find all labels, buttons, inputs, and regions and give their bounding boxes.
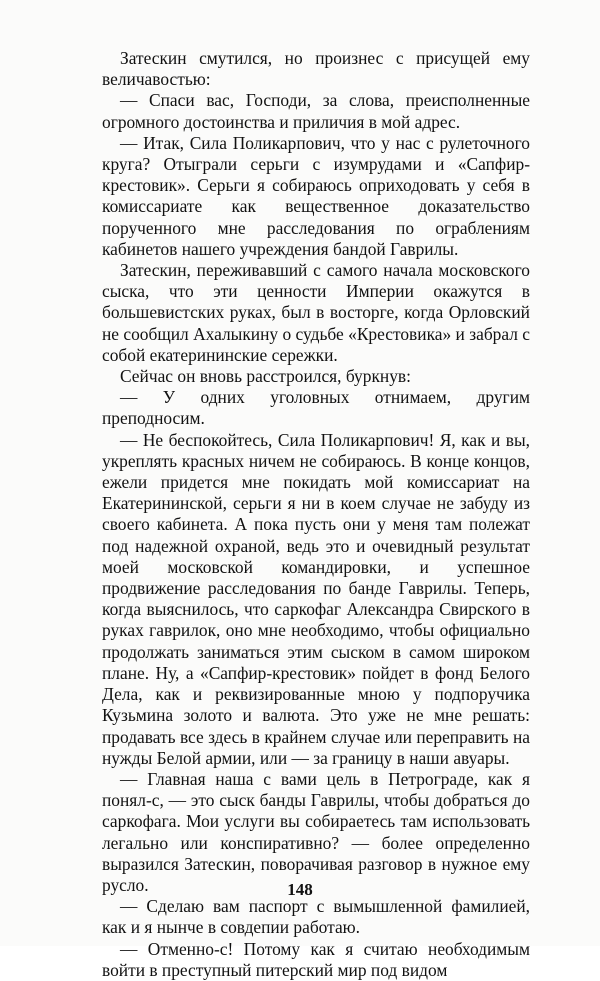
page-number: 148 [287,880,313,899]
paragraph: — Сделаю вам паспорт с вымышленной фамилией, как и я нынче в совдепии работаю. [102,896,530,938]
paragraph: — Спаси вас, Господи, за слова, преисполненные огромного достоинства и приличия в мой адрес. [102,90,530,132]
paragraph: — Итак, Сила Поликарпович, что у нас с рулеточного круга? Отыграли серьги с изумрудами и «Сапфир-крестовик». Серьги я собираюсь оприходовать у себя в комиссариате как вещественное доказательство порученного мне расследования по ограблениям кабинетов нашего учреждения бандой Гаврилы. [102,132,530,259]
paragraph: Затескин, переживавший с самого начала московского сыска, что эти ценности Империи окажутся в большевистских руках, был в восторге, когда Орловский не сообщил Ахалыкину о судьбе «Крестовика» и забрал с собой екатерининские сережки. [102,260,530,365]
paragraph: — У одних уголовных отнимаем, другим преподносим. [102,387,530,429]
paragraph: Сейчас он вновь расстроился, буркнув: [120,366,411,387]
body-text [102,48,530,981]
paragraph: — Не беспокойтесь, Сила Поликарпович! Я, как и вы, укреплять красных ничем не собираюсь. В конце концов, ежели придется мне покидать мой комиссариат на Екатерининской, серьги я ни в коем случае не забуду из своего кабинета. А пока пусть они у меня там полежат под надежной охраной, ведь это и очевидный результат моей московской командировки, и успешное продвижение расследования по банде Гаврилы. Теперь, когда выяснилось, что саркофаг Александра Свирского в руках гаврилок, оно мне необходимо, чтобы официально продолжать заниматься этим сыском в самом широком плане. Ну, а «Сапфир-крестовик» пойдет в фонд Белого Дела, как и реквизированные мною у подпоручика Кузьмина золото и валюта. Это уже не мне решать: продавать все здесь в крайнем случае или переправить на нужды Белой армии, или — за границу в наши авуары. [102,429,530,768]
paragraph: — Отменно-с! Потому как я считаю необходимым войти в преступный питерский мир под видом [102,938,530,980]
paragraph: Затескин смутился, но произнес с присущей ему величавостью: [102,48,530,90]
paragraph: — Главная наша с вами цель в Петрограде, как я понял-с, — это сыск банды Гаврилы, чтобы добраться до саркофага. Мои услуги вы собираетесь там использовать легально или конспиративно? — более определенно выразился Затескин, поворачивая разговор в нужное ему русло. [102,768,530,895]
